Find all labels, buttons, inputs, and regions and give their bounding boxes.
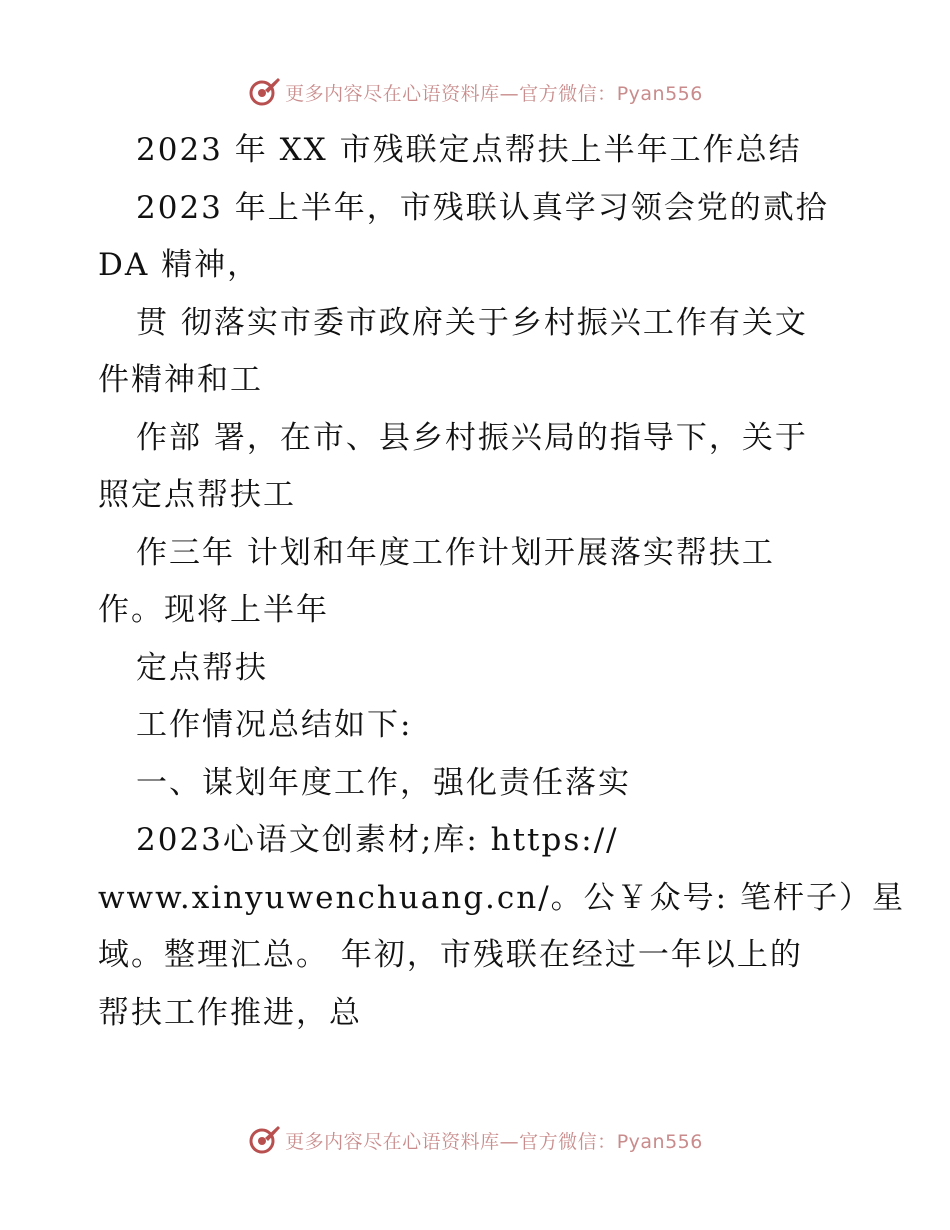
document-line: 照定点帮扶工 (98, 477, 296, 513)
document-line: 2023 年上半年，市残联认真学习领会党的贰拾 (136, 189, 829, 226)
pen-logo-icon (247, 1123, 281, 1157)
document-line: 贯 彻落实市委市政府关于乡村振兴工作有关文 (136, 304, 808, 341)
document-line: 件精神和工 (98, 362, 263, 398)
document-line: 作部 署，在市、县乡村振兴局的指导下，关于 (136, 419, 808, 456)
document-line: 一、谋划年度工作，强化责任落实 (136, 764, 631, 801)
watermark-header (0, 72, 950, 112)
document-line: 工作情况总结如下: (136, 707, 413, 743)
document-line: 帮扶工作推进，总 (98, 994, 362, 1031)
document-line: 域。整理汇总。 年初，市残联在经过一年以上的 (98, 937, 803, 973)
document-line: DA 精神， (98, 247, 261, 283)
document-line: 作三年 计划和年度工作计划开展落实帮扶工 (136, 534, 775, 571)
watermark-text: 更多内容尽在心语资料库—官方微信：Pyan556 (285, 1130, 703, 1153)
document-line: 定点帮扶 (136, 649, 268, 686)
pen-logo-icon (247, 75, 281, 109)
document-line: 作。现将上半年 (98, 592, 329, 628)
document-line: www.xinyuwenchuang.cn/。公￥众号: 笔杆子）星 (98, 879, 905, 916)
document-line: 2023 年 XX 市残联定点帮扶上半年工作总结 (136, 132, 802, 168)
watermark-text: 更多内容尽在心语资料库—官方微信：Pyan556 (285, 82, 703, 105)
document-line: 2023心语文创素材;库: https:// (136, 822, 619, 858)
document-body (98, 122, 905, 1042)
watermark-footer (0, 1120, 950, 1160)
